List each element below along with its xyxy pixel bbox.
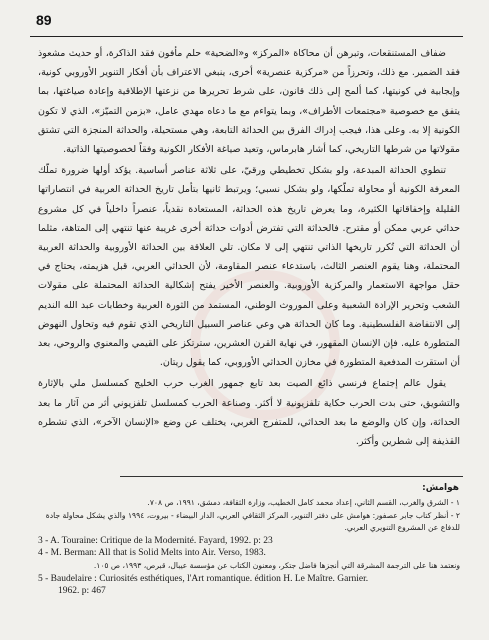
body-text — [38, 44, 460, 451]
footnote: 5 - Baudelaire : Curiosités esthétiques, l'Art romantique. édition H. Le Maître. Garnier. — [38, 573, 369, 584]
paragraph: يقول عالم إجتماع فرنسي ذائع الصيت بعد تابع جمهور الغرب حرب الخليج كمسلسل ملي بالإثارة والتشويق، حتى بدت الحرب حكاية تلفزيونية لا أكثر. وصناعة الحرب كمسلسل تلفزيوني أثر من آثار ما بعد الحداثة، وإن كان والوضع ما بعد الحداثي، للمتفرج الغربي، يختلف عن وضع «الإنسان الآخر»، الذي تشطره القذيفة إلى شطرين وأكثر. — [38, 378, 460, 448]
header-rule — [30, 36, 463, 37]
footnotes — [38, 497, 460, 598]
paragraph: ضفاف المستنقعات، وتبرهن أن محاكاة «المركز» و«الضحية» حلم مأفون فقد الذاكرة، أو حديث مشعوذ فقد الضمير. مع ذلك، وتحرزاً من «مركزية عنصرية» أخرى، ينبغي الاعتراف بأن أفكار التنوير الأوروبي كونية، وإيجابية في كونيتها، كما ألمح إلى ذلك قانون، على شرط تحريرها من نزعتها الإطلاقية وإعادة صياغتها، بما يتفق مع خصوصية «مجتمعات الأطراف»، وبما يتواءم مع ما دعاه مهدي عامل، «بزمن التميّز»، الذي لا تكون الكونية إلا به. وعلى هذا، فيجب إدراك الفرق بين الحداثة التابعة، وهي مستحيلة، والحداثة المنجزة التي تشتق مقولاتها من شرطها التاريخي، كما أشار هابرماس، وتعيد صياغة الأفكار الكونية وفقاً لخصوصيتها الذاتية. — [38, 48, 460, 156]
footnote: 1962. p: 467 — [58, 586, 106, 597]
footnote: ٢ - أنظر كتاب جابر عصفور: هوامش على دفتر التنوير، المركز الثقافي العربي، الدار البيضاء - بيروت، ١٩٩٤ والذي يشكل محاولة جادة للدفاع عن المشروع التنويري العربي. — [45, 510, 460, 533]
footnote: 4 - M. Berman: All that is Solid Melts into Air. Verso, 1983. — [38, 548, 266, 559]
footnote-rule — [120, 476, 463, 477]
footnote: ونعتمد هنا على الترجمة المشرقة التي أنجزها فاضل جتكر، ومعنون الكتاب عن مؤسسة عيبال، قبرص، ١٩٩٣، ص ١٠٥. — [93, 560, 460, 570]
paragraph: تنطوي الحداثة المبدعة، ولو بشكل تخطيطي ورقيّ، على ثلاثة عناصر أساسية. يؤكد أولها ضرورة تملّك المعرفة الكونية أو محاولة تملّكها، ولو بشكل نسبي؛ ويرتبط ثانيها بتأمل تاريخ الحداثة العربية في انتصاراتها القليلة وإخفاقاتها الكثيرة، وما يعرض تاريخ هذه الحداثة، المستعادة نقدياً، عنصراً داخلياً في كل مشروع حداثي عربي ممكن أو مقترح. فالحداثة التي تفترض أدوات حداثة أخرى غريبة عنها تنتهي إلى المتاهة، مثلما أن الحداثة التي تُكرر تاريخها الذاتي تنتهي إلى لا مكان. تلي العلاقة بين الحداثة الأوروبية والحداثة العربية المحتملة، وهنا يقوم العنصر الثالث، باستدعاء عنصر المقاومة، لأن الحداثي العربي، قبل هزيمته، يحتاج في حقل مواجهة الاستعمار والمركزية الأوروبية. والعنصر الأخير يفتح إشكالية الحداثة المحتملة على مقولات الشعب وتحرير الإرادة الشعبية وعلى الموروث الوطني، المستمد من الثورة العربية وخطابات عبد الله النديم إلى الانتفاضة الفلسطينية. وما كان الحداثة هي وعي عناصر السبيل التاريخي الذي تقوم فيه وتحاول النهوض المتطورة عليه. فإن الإنسان المقهور، في نهاية القرن العشرين، سترتكز على القيمي والمعنوي والروحي، بعد أن استقرت المدفعية المتطورة في مخازن الحداثي الأوروبي، كما يقول ريتان. — [38, 165, 460, 369]
page-number: 89 — [36, 12, 52, 28]
footnote: 3 - A. Touraine: Critique de la Modernité. Fayard, 1992. p: 23 — [38, 535, 273, 546]
footnotes-title: هوامش: — [422, 483, 459, 493]
footnote: ١ - الشرق والغرب، القسم الثاني، إعداد محمد كامل الخطيب، وزارة الثقافة، دمشق، ١٩٩١، ص ٧٠٨. — [147, 498, 460, 507]
